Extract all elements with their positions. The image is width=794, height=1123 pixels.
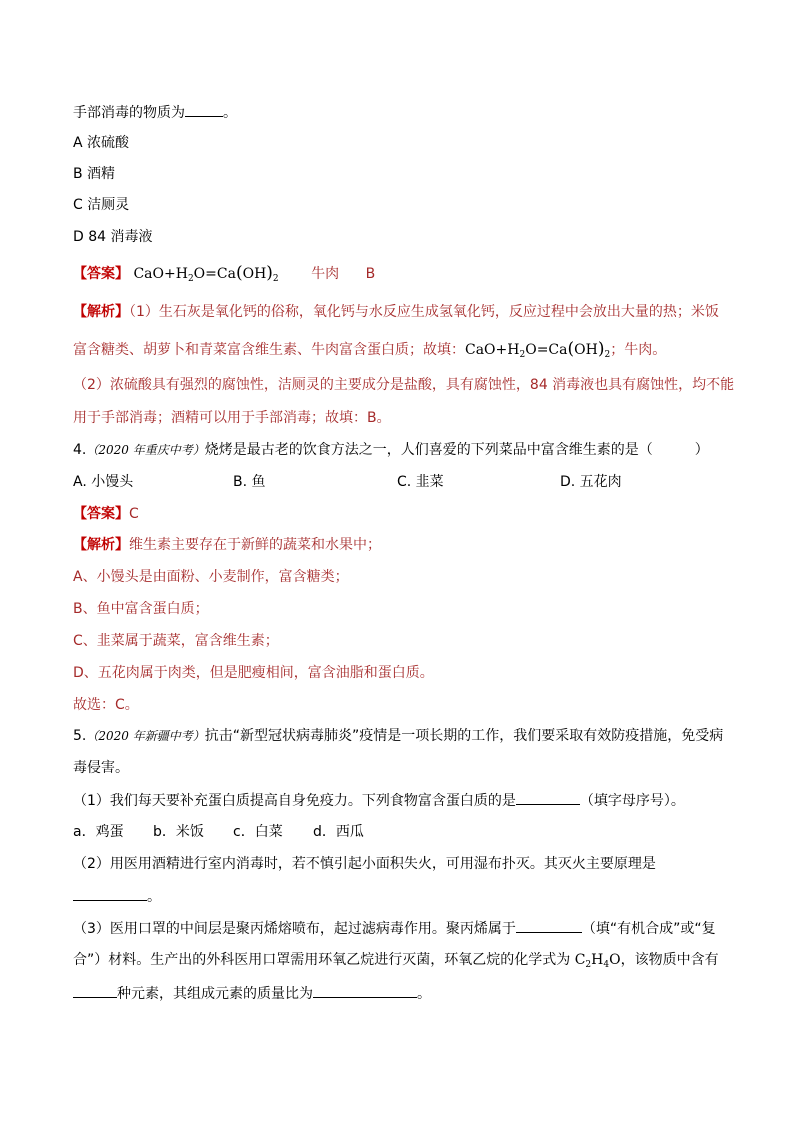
q5-part-3-line-1: （3）医用口罩的中间层是聚丙烯熔喷布，起过滤病毒作用。聚丙烯属于 （填“有机合成”或“复	[73, 918, 716, 939]
q3-option-c: C 洁厕灵	[73, 197, 130, 213]
q3-option-d: D 84 消毒液	[73, 229, 153, 245]
answer-part-2: 牛肉	[311, 266, 340, 282]
q5-option-b: b．米饭	[153, 824, 204, 840]
analysis-formula: $CaO+H_2O=Ca(OH)_2$	[465, 339, 611, 360]
q3-analysis-line-2: 富含糖类、胡萝卜和青菜富含维生素、牛肉富含蛋白质；故填：$CaO+H_2O=Ca(OH)_2$；牛肉。	[73, 339, 667, 360]
q3-analysis-line-4: 用于手部消毒；酒精可以用于手部消毒；故填：B。	[73, 410, 391, 426]
q3-option-a: A 浓硫酸	[73, 135, 130, 151]
q5-part-3-line-2: 合”）材料。生产出的外科医用口罩需用环氧乙烷进行灭菌，环氧乙烷的化学式为 $C_2H_4O$，该物质中含有	[73, 952, 719, 970]
q4-analysis-line-6: 故选：C。	[73, 697, 139, 713]
q4-analysis-line-3: B、鱼中富含蛋白质；	[73, 601, 209, 617]
answer-blank[interactable]	[313, 983, 417, 998]
q5-stem-line-1: 5.（2020 年新疆中考）抗击“新型冠状病毒肺炎”疫情是一项长期的工作，我们要采取有效防疫措施，免受病	[73, 728, 724, 744]
answer-blank[interactable]	[516, 790, 580, 805]
answer-blank[interactable]	[516, 918, 582, 933]
question-source: （2020 年新疆中考）	[86, 729, 205, 743]
q5-stem-line-2: 毒侵害。	[73, 760, 129, 776]
q5-option-d: d．西瓜	[313, 824, 364, 840]
answer-tag: 【答案】	[73, 266, 129, 282]
q4-option-b: B. 鱼	[233, 474, 266, 490]
q4-option-a: A. 小馒头	[73, 474, 134, 490]
q3-answer	[73, 263, 375, 284]
q5-part-2: （2）用医用酒精进行室内消毒时，若不慎引起小面积失火，可用湿布扑灭。其灭火主要原理是	[73, 856, 656, 872]
q5-option-c: c．白菜	[233, 824, 283, 840]
answer-blank[interactable]	[73, 886, 147, 901]
q5-part-3-line-3: 种元素，其组成元素的质量比为 。	[73, 983, 431, 1004]
q5-option-a: a．鸡蛋	[73, 824, 124, 840]
analysis-tag: 【解析】	[73, 304, 129, 320]
question-source: （2020 年重庆中考）	[86, 443, 205, 457]
answer-value: C	[129, 506, 139, 522]
q3-analysis-line-3: （2）浓硫酸具有强烈的腐蚀性，洁厕灵的主要成分是盐酸，具有腐蚀性，84 消毒液也具有腐蚀性，均不能	[73, 377, 735, 393]
q4-analysis-line-2: A、小馒头是由面粉、小麦制作，富含糖类；	[73, 569, 349, 585]
q4-option-d: D. 五花肉	[560, 474, 622, 490]
q3-option-b: B 酒精	[73, 166, 116, 182]
q4-option-c: C. 韭菜	[397, 474, 444, 490]
question-number: 4.	[73, 442, 87, 458]
answer-part-3: B	[365, 266, 376, 282]
answer-formula: $CaO+H_2O=Ca(OH)_2$	[133, 263, 279, 284]
question-number: 5.	[73, 728, 87, 744]
answer-blank[interactable]	[185, 102, 223, 117]
q3-analysis-line-1: 【解析】（1）生石灰是氧化钙的俗称，氧化钙与水反应生成氢氧化钙，反应过程中会放出大量的热；米饭	[73, 304, 719, 320]
ethylene-oxide-formula: $C_2H_4O$	[574, 952, 621, 970]
q5-part-2-answer: 。	[73, 886, 161, 907]
answer-tag: 【答案】	[73, 506, 129, 522]
q4-stem: 4.（2020 年重庆中考）烧烤是最古老的饮食方法之一，人们喜爱的下列菜品中富含维生素的是（ ）	[73, 442, 709, 458]
analysis-tag: 【解析】	[73, 537, 129, 553]
q3-stem-tail: 手部消毒的物质为 。	[73, 102, 237, 123]
q4-analysis-line-4: C、韭菜属于蔬菜，富含维生素；	[73, 633, 279, 649]
q4-analysis-line-5: D、五花肉属于肉类，但是肥瘦相间，富含油脂和蛋白质。	[73, 665, 434, 681]
q5-part-1: （1）我们每天要补充蛋白质提高自身免疫力。下列食物富含蛋白质的是 （填字母序号）。	[73, 790, 685, 811]
answer-blank[interactable]	[73, 983, 117, 998]
q4-analysis-line-1: 【解析】维生素主要存在于新鲜的蔬菜和水果中；	[73, 537, 381, 553]
q4-answer	[73, 504, 139, 524]
